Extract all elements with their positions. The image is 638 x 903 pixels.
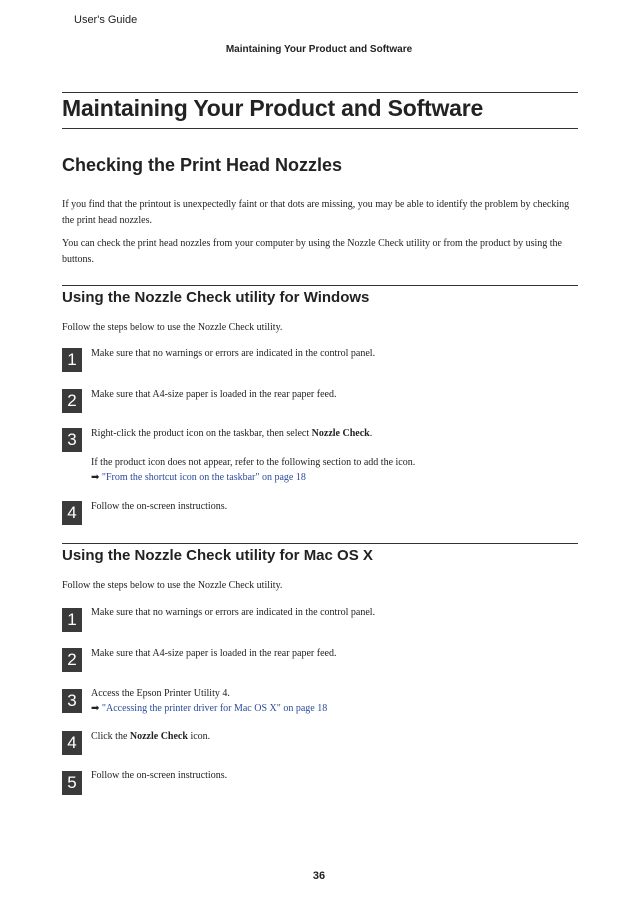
windows-step-number: 2 [62,389,82,413]
mac-step-text [91,729,579,745]
mac-step-text: Make sure that no warnings or errors are indicated in the control panel. [91,607,376,618]
mac-step-text: Access the Epson Printer Utility 4. [91,688,230,699]
mac-heading: Using the Nozzle Check utility for Mac OS X [62,547,373,564]
windows-step-text: Make sure that A4-size paper is loaded in the rear paper feed. [91,389,337,400]
page-number: 36 [312,870,326,882]
section-heading: Checking the Print Head Nozzles [62,155,343,175]
intro-paragraph-1: If you find that the printout is unexpectedly faint or that dots are missing, you may be able to identify the problem by checking the print head nozzles. [62,199,570,226]
windows-heading: Using the Nozzle Check utility for Windows [62,289,370,306]
arrow-right-icon: ➡ [91,472,100,483]
windows-step-text [91,426,579,442]
nozzle-check-label: Nozzle Check [129,731,188,742]
mac-xref[interactable] [91,701,327,717]
intro-paragraph-2: You can check the print head nozzles from your computer by using the Nozzle Check utility or from the product by using the buttons. [62,238,562,265]
nozzle-check-label: Nozzle Check [311,428,370,439]
mac-step-number: 2 [62,648,82,672]
mac-step-text: Follow the on-screen instructions. [91,770,228,781]
title-rule-bottom [62,128,578,129]
mac-step-number: 5 [62,771,82,795]
windows-xref[interactable] [91,470,306,486]
windows-heading-rule [62,285,578,286]
windows-step-text: Follow the on-screen instructions. [91,501,228,512]
page-title: Maintaining Your Product and Software [62,95,484,121]
arrow-right-icon: ➡ [91,703,100,714]
windows-step-note: If the product icon does not appear, refer to the following section to add the icon. [91,457,416,468]
xref-link[interactable]: "From the shortcut icon on the taskbar" on page 18 [101,472,306,483]
xref-link[interactable]: "Accessing the printer driver for Mac OS X" on page 18 [101,703,328,714]
windows-step-number: 1 [62,348,82,372]
mac-step-text: Make sure that A4-size paper is loaded in the rear paper feed. [91,648,337,659]
mac-step-number: 1 [62,608,82,632]
running-header-guide: User's Guide [74,14,138,26]
mac-step-number: 3 [62,689,82,713]
mac-step-number: 4 [62,731,82,755]
title-rule-top [62,92,578,93]
step-text-part: . [369,428,373,439]
mac-lead: Follow the steps below to use the Nozzle Check utility. [62,580,283,591]
step-text-part: Click the [91,731,130,742]
running-header-section: Maintaining Your Product and Software [225,44,413,55]
windows-step-number: 4 [62,501,82,525]
step-text-part: icon. [187,731,211,742]
windows-step-number: 3 [62,428,82,452]
windows-step-text: Make sure that no warnings or errors are indicated in the control panel. [91,348,376,359]
windows-lead: Follow the steps below to use the Nozzle Check utility. [62,322,283,333]
mac-heading-rule [62,543,578,544]
step-text-part: Right-click the product icon on the taskbar, then select [91,428,312,439]
